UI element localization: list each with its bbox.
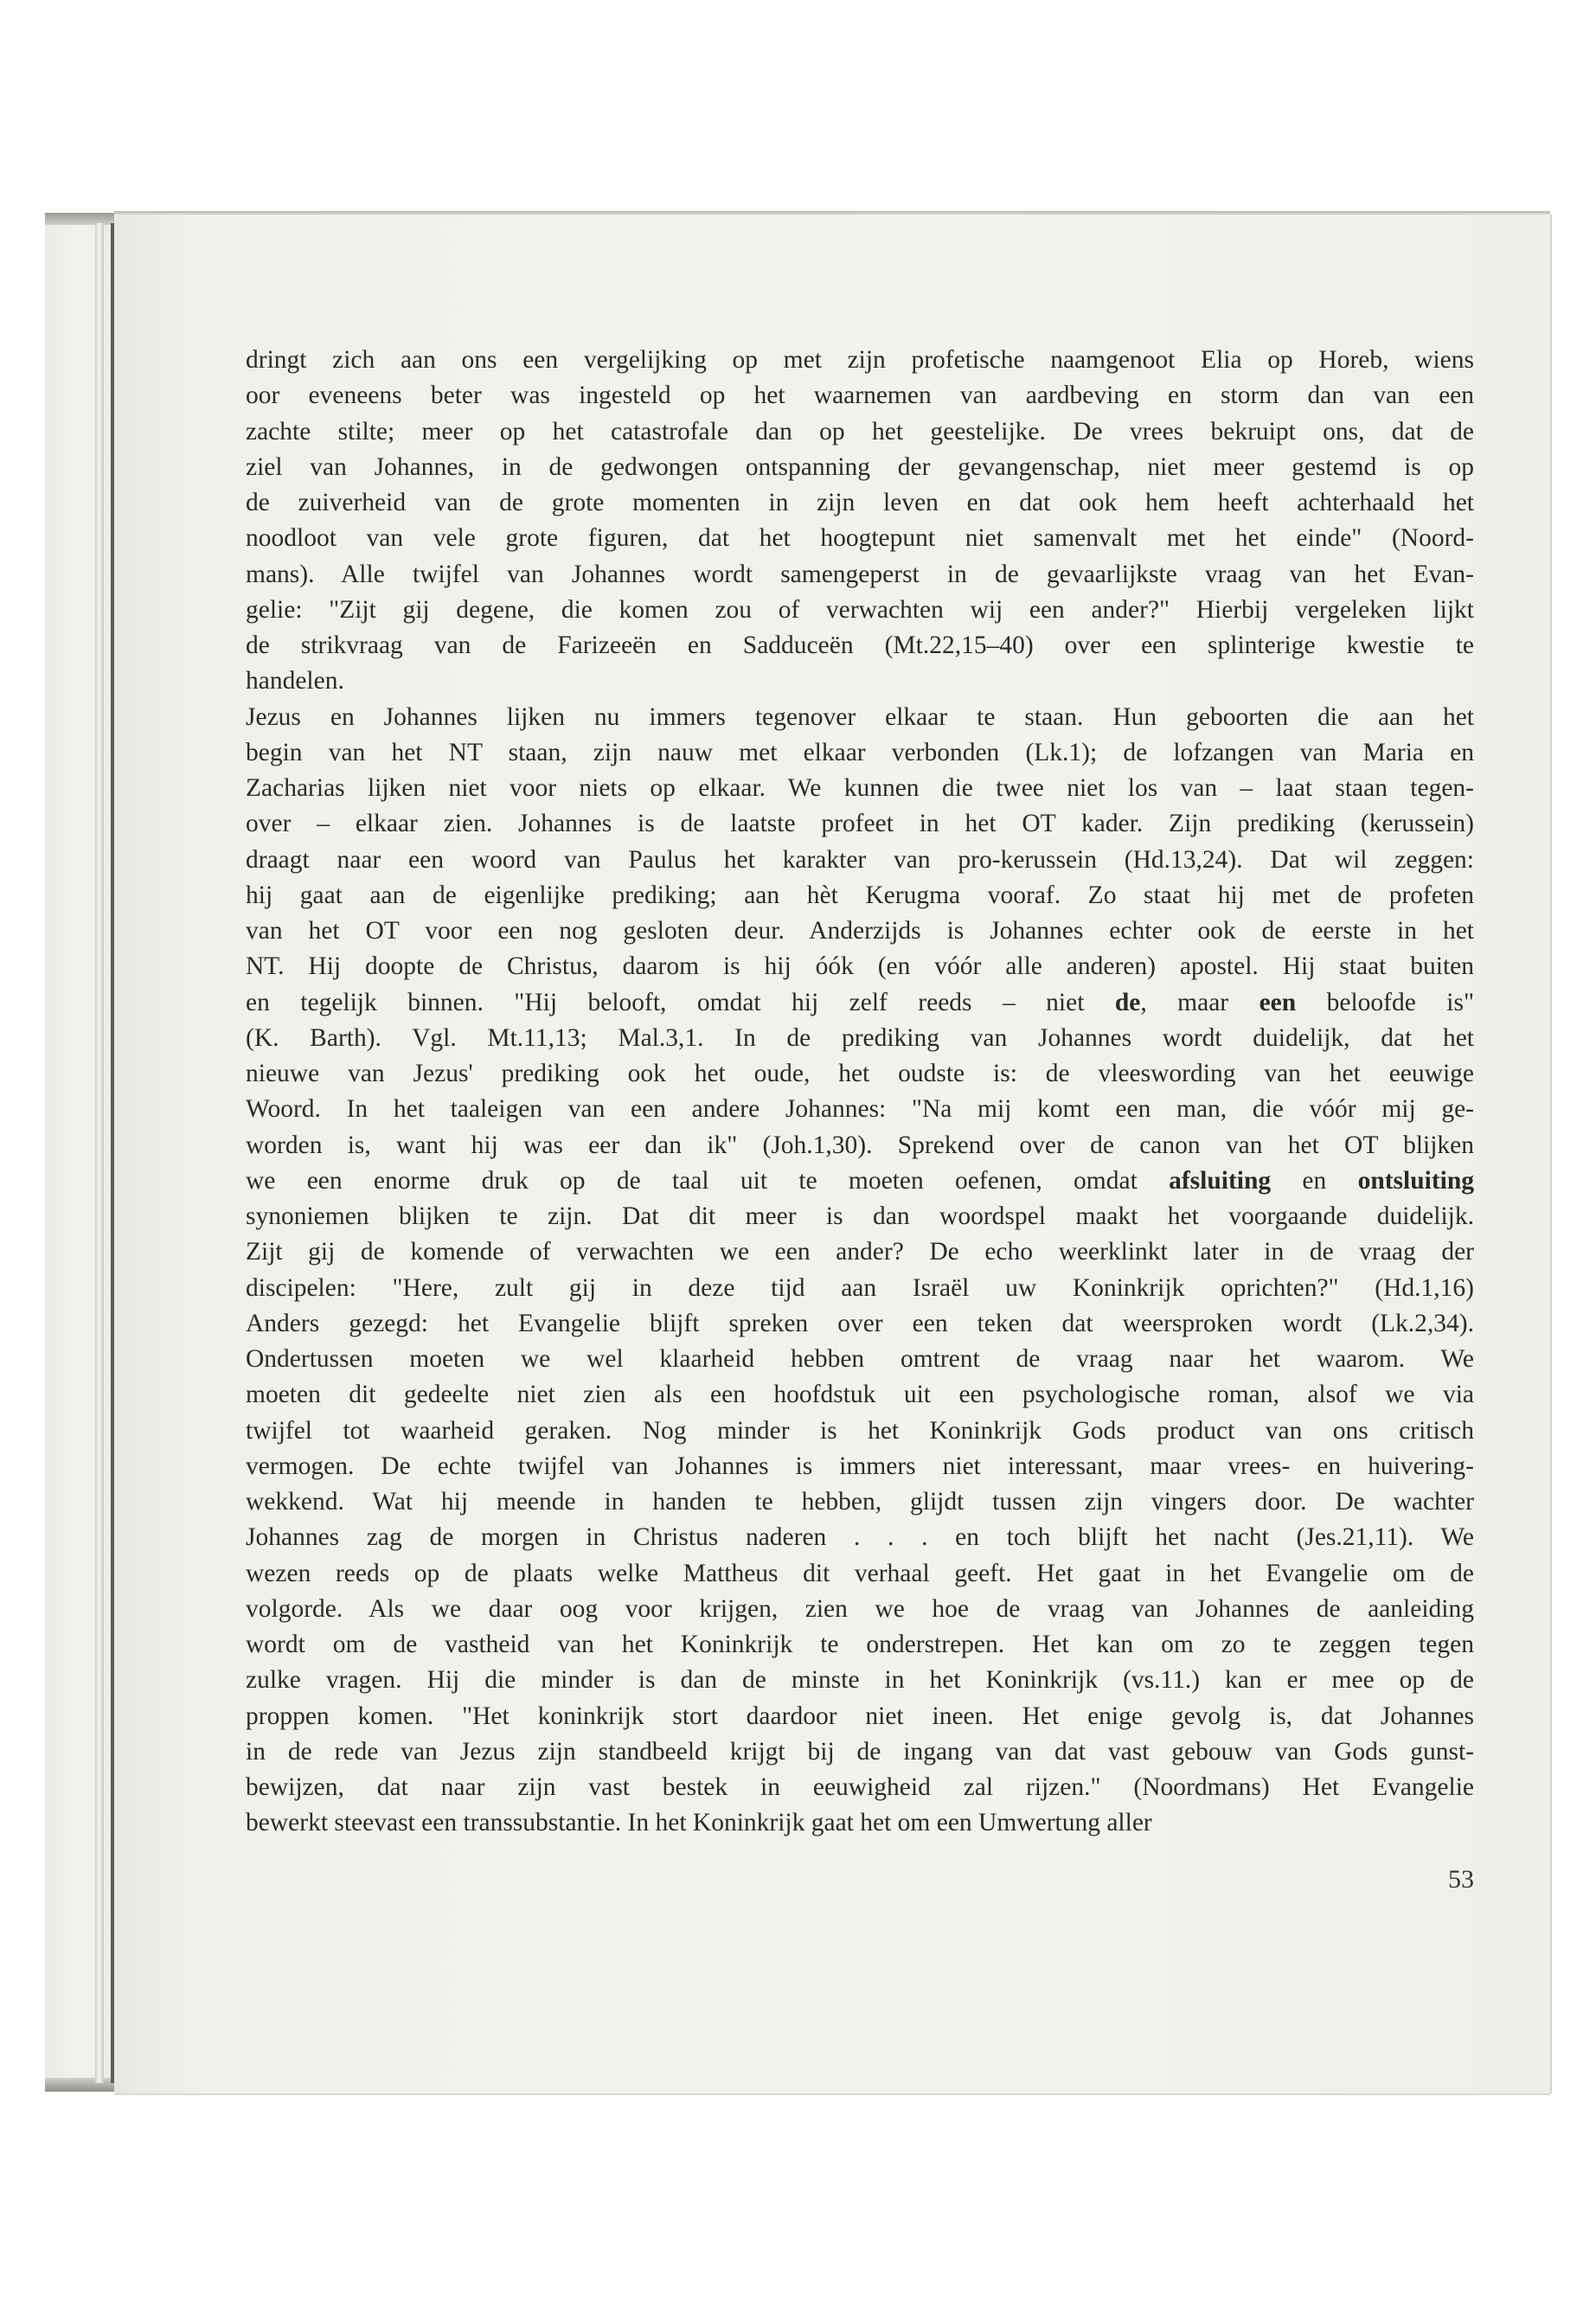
text-line: in de rede van Jezus zijn standbeeld krijgt bij de ingang van dat vast gebouw van Gods gunst- — [246, 1737, 1474, 1766]
text-line: discipelen: "Here, zult gij in deze tijd aan Israël uw Koninkrijk oprichten?" (Hd.1,16) — [246, 1273, 1474, 1302]
body-text — [246, 343, 1474, 1842]
text-line: (K. Barth). Vgl. Mt.11,13; Mal.3,1. In de prediking van Johannes wordt duidelijk, dat het — [246, 1023, 1474, 1052]
text-line: zachte stilte; meer op het catastrofale dan op het geestelijke. De vrees bekruipt ons, dat de — [246, 417, 1474, 445]
text-line: ziel van Johannes, in de gedwongen ontspanning der gevangenschap, niet meer gestemd is op — [246, 452, 1474, 481]
text-line: en tegelijk binnen. "Hij belooft, omdat hij zelf reeds – niet de, maar een beloofde is" — [246, 988, 1474, 1016]
spine-edge — [95, 223, 104, 2083]
text-line: we een enorme druk op de taal uit te moeten oefenen, omdat afsluiting en ontsluiting — [246, 1166, 1474, 1195]
text-line: Zacharias lijken niet voor niets op elkaar. We kunnen die twee niet los van – laat staan tegen- — [246, 774, 1474, 802]
text-line: Johannes zag de morgen in Christus naderen . . . en toch blijft het nacht (Jes.21,11). We — [246, 1523, 1474, 1552]
text-line: volgorde. Als we daar oog voor krijgen, zien we hoe de vraag van Johannes de aanleiding — [246, 1594, 1474, 1623]
text-line: dringt zich aan ons een vergelijking op met zijn profetische naamgenoot Elia op Horeb, wiens — [246, 346, 1474, 374]
text-line: draagt naar een woord van Paulus het karakter van pro-kerussein (Hd.13,24). Dat wil zeggen: — [246, 845, 1474, 874]
text-line: gelie: "Zijt gij degene, die komen zou of verwachten wij een ander?" Hierbij vergeleken lijkt — [246, 595, 1474, 624]
text-line: handelen. — [246, 667, 344, 695]
text-line: moeten dit gedeelte niet zien als een hoofdstuk uit een psychologische roman, alsof we via — [246, 1381, 1474, 1409]
text-line: begin van het NT staan, zijn nauw met elkaar verbonden (Lk.1); de lofzangen van Maria en — [246, 738, 1474, 766]
text-line: hij gaat aan de eigenlijke prediking; aan hèt Kerugma vooraf. Zo staat hij met de profeten — [246, 881, 1474, 909]
book-page — [114, 215, 1550, 2093]
text-line: noodloot van vele grote figuren, dat het hoogtepunt niet samenvalt met het einde" (Noord- — [246, 524, 1474, 553]
text-line: Zijt gij de komende of verwachten we een ander? De echo weerklinkt later in de vraag der — [246, 1238, 1474, 1266]
text-line: Anders gezegd: het Evangelie blijft spreken over een teken dat weersproken wordt (Lk.2,34). — [246, 1309, 1474, 1337]
text-line: vermogen. De echte twijfel van Johannes is immers niet interessant, maar vrees- en huivering- — [246, 1452, 1474, 1480]
text-line: bewerkt steevast een transsubstantie. In het Koninkrijk gaat het om een Umwertung aller — [246, 1809, 1152, 1837]
page-number: 53 — [1448, 1865, 1474, 1894]
text-line: wezen reeds op de plaats welke Mattheus dit verhaal geeft. Het gaat in het Evangelie om de — [246, 1559, 1474, 1587]
text-line: van het OT voor een nog gesloten deur. Anderzijds is Johannes echter ook de eerste in het — [246, 917, 1474, 945]
text-line: worden is, want hij was eer dan ik" (Joh.1,30). Sprekend over de canon van het OT blijken — [246, 1131, 1474, 1159]
text-line: Woord. In het taaleigen van een andere Johannes: "Na mij komt een man, die vóór mij ge- — [246, 1095, 1474, 1124]
text-line: bewijzen, dat naar zijn vast bestek in eeuwigheid zal rijzen." (Noordmans) Het Evangelie — [246, 1773, 1474, 1801]
text-line: mans). Alle twijfel van Johannes wordt samengeperst in de gevaarlijkste vraag van het Evan- — [246, 560, 1474, 588]
text-line: over – elkaar zien. Johannes is de laatste profeet in het OT kader. Zijn prediking (kerussein) — [246, 810, 1474, 838]
text-line: nieuwe van Jezus' prediking ook het oude, het oudste is: de vleeswording van het eeuwige — [246, 1060, 1474, 1087]
text-line: proppen komen. "Het koninkrijk stort daardoor niet ineen. Het enige gevolg is, dat Johannes — [246, 1702, 1474, 1730]
text-line: Ondertussen moeten we wel klaarheid hebben omtrent de vraag naar het waarom. We — [246, 1345, 1474, 1373]
text-line: de strikvraag van de Farizeeën en Sadduceën (Mt.22,15–40) over een splinterige kwestie te — [246, 631, 1474, 659]
text-line: wordt om de vastheid van het Koninkrijk te onderstrepen. Het kan om zo te zeggen tegen — [246, 1631, 1474, 1658]
text-line: twijfel tot waarheid geraken. Nog minder is het Koninkrijk Gods product van ons critisch — [246, 1416, 1474, 1445]
text-line: wekkend. Wat hij meende in handen te hebben, glijdt tussen zijn vingers door. De wachter — [246, 1488, 1474, 1516]
text-line: NT. Hij doopte de Christus, daarom is hij óók (en vóór alle anderen) apostel. Hij staat buiten — [246, 952, 1474, 981]
text-line: Jezus en Johannes lijken nu immers tegenover elkaar te staan. Hun geboorten die aan het — [246, 702, 1474, 731]
text-line: de zuiverheid van de grote momenten in zijn leven en dat ook hem heeft achterhaald het — [246, 489, 1474, 516]
text-line: oor eveneens beter was ingesteld op het waarnemen van aardbeving en storm dan van een — [246, 381, 1474, 410]
text-line: zulke vragen. Hij die minder is dan de minste in het Koninkrijk (vs.11.) kan er mee op de — [246, 1666, 1474, 1695]
text-line: synoniemen blijken te zijn. Dat dit meer is dan woordspel maakt het voorgaande duidelijk. — [246, 1202, 1474, 1230]
